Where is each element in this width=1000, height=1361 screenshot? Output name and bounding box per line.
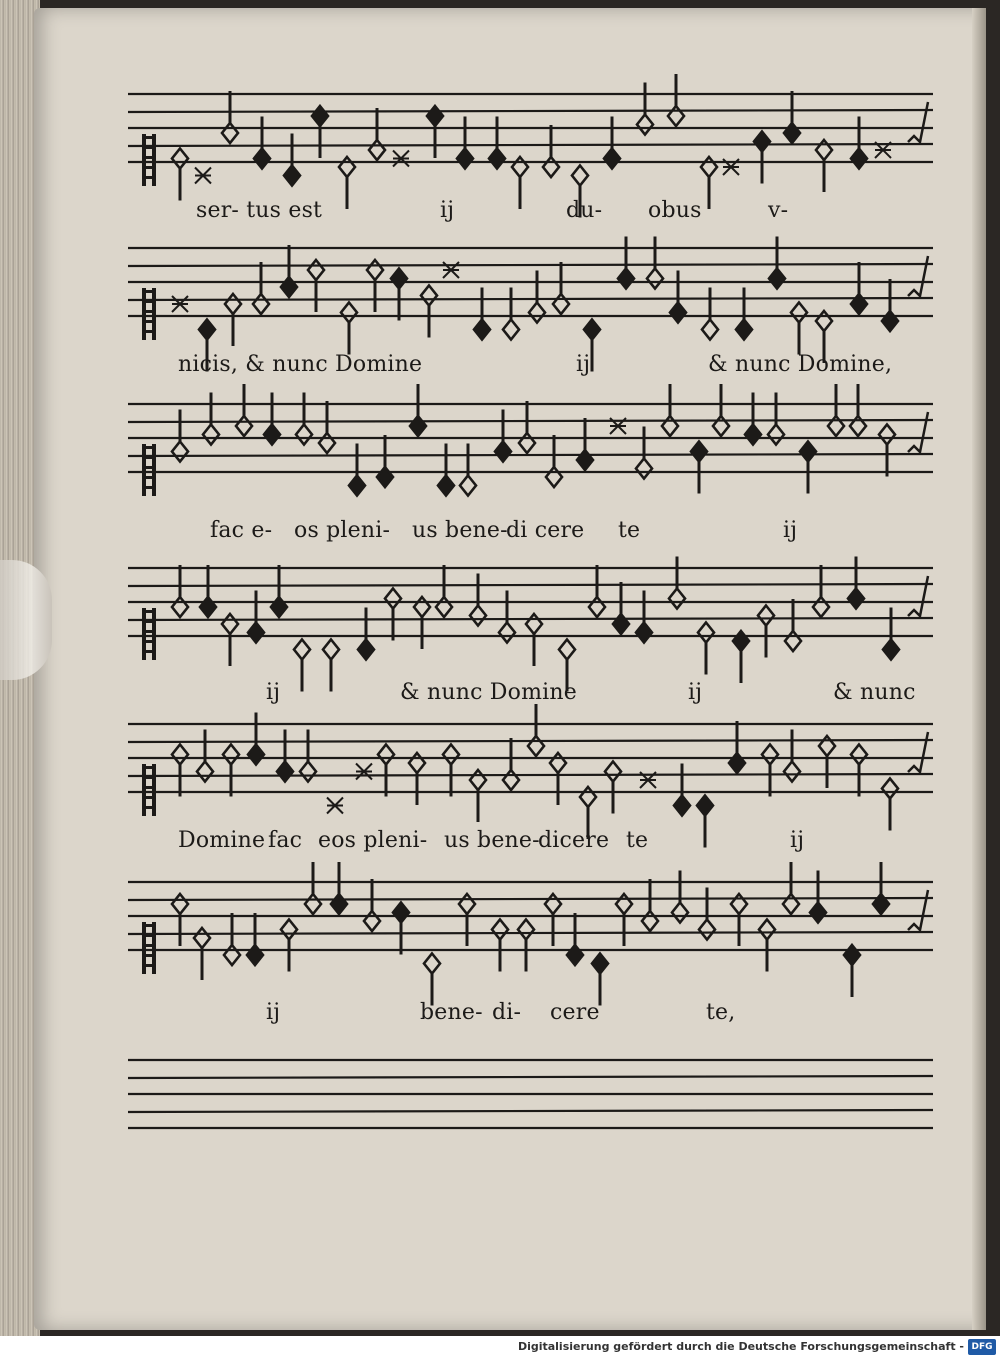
lyric-syllable: ij (790, 828, 805, 853)
staff-lines (128, 248, 933, 316)
custos-mark (908, 732, 928, 772)
staff-lines (128, 724, 933, 792)
lyrics-line-2 (178, 352, 938, 382)
lyrics-line-5 (178, 828, 938, 858)
staff-3 (128, 392, 938, 502)
staff-lines (128, 94, 933, 162)
notes (172, 384, 895, 496)
footer-bar (0, 1336, 1000, 1361)
clef-icon (142, 288, 156, 340)
staff-2 (128, 236, 938, 346)
lyric-syllable: v- (768, 198, 789, 223)
lyric-syllable: ij (440, 198, 455, 223)
lyric-syllable: obus (648, 198, 702, 223)
lyric-syllable: us bene- (444, 828, 540, 853)
lyric-syllable: di cere (506, 518, 585, 543)
staff-6 (128, 870, 938, 980)
lyric-syllable: dicere (538, 828, 610, 853)
staff-1 (128, 82, 938, 192)
clef-icon (142, 444, 156, 496)
staff-lines (128, 1060, 933, 1128)
lyric-syllable: te (626, 828, 649, 853)
dfg-logo: DFG (968, 1339, 996, 1355)
staff-lines (128, 568, 933, 636)
lyric-syllable: te (618, 518, 641, 543)
lyrics-line-1 (178, 198, 938, 228)
lyric-syllable: du- (566, 198, 603, 223)
staff-5 (128, 712, 938, 822)
lyric-syllable: nicis, & nunc Domine (178, 352, 423, 377)
lyric-syllable: & nunc Domine, (708, 352, 893, 377)
lyric-syllable: us bene- (412, 518, 508, 543)
custos-mark (908, 412, 928, 452)
lyric-syllable: & nunc (833, 680, 916, 705)
lyrics-line-4 (178, 680, 938, 710)
clef-icon (142, 764, 156, 816)
custos-mark (908, 102, 928, 142)
clef-icon (142, 608, 156, 660)
clef-icon (142, 922, 156, 974)
lyrics-line-3 (178, 518, 938, 548)
custos-mark (908, 576, 928, 616)
custos-mark (908, 256, 928, 296)
lyric-syllable: os pleni- (294, 518, 391, 543)
custos-mark (908, 890, 928, 930)
lyric-syllable: fac e- (210, 518, 273, 543)
lyric-syllable: ij (688, 680, 703, 705)
lyric-syllable: ij (266, 680, 281, 705)
page-clip (0, 560, 52, 680)
lyric-syllable: cere (550, 1000, 600, 1025)
lyric-syllable: fac (268, 828, 303, 853)
lyric-syllable: ij (266, 1000, 281, 1025)
staff-7-empty (128, 1050, 938, 1140)
page-right-edge (972, 8, 986, 1330)
lyric-syllable: ij (576, 352, 591, 377)
lyric-syllable: ser- tus est (196, 198, 323, 223)
lyric-syllable: eos pleni- (318, 828, 428, 853)
lyric-syllable: ij (783, 518, 798, 543)
clef-icon (142, 134, 156, 186)
lyric-syllable: & nunc Domine (400, 680, 577, 705)
lyrics-line-6 (178, 1000, 938, 1030)
lyric-syllable: Domine (178, 828, 266, 853)
lyric-syllable: te, (706, 1000, 736, 1025)
staff-4 (128, 556, 938, 666)
lyric-syllable: bene- (420, 1000, 483, 1025)
lyric-syllable: di- (492, 1000, 522, 1025)
footer-credit: Digitalisierung gefördert durch die Deutsche Forschungsgemeinschaft - (517, 1340, 964, 1353)
